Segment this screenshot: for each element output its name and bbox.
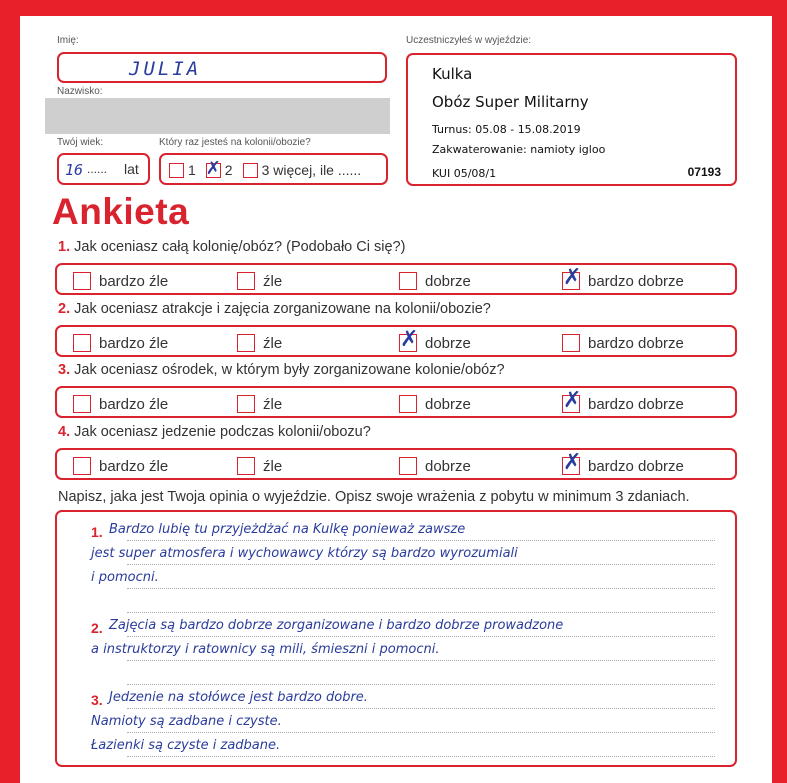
times-checkbox-3[interactable] (243, 163, 258, 178)
question-number: 4. (58, 424, 71, 440)
rating-option[interactable] (562, 388, 684, 413)
writing-line (127, 588, 715, 589)
first-name-field[interactable] (57, 52, 387, 83)
accommodation-row (432, 143, 605, 156)
rating-label: bardzo dobrze (588, 334, 684, 352)
rating-label: bardzo dobrze (588, 272, 684, 290)
times-option-3: 3 więcej, ile ...... (261, 162, 362, 178)
question-number: 3. (58, 362, 71, 378)
rating-option[interactable] (237, 272, 282, 290)
survey-sheet (20, 16, 772, 783)
writing-line (127, 684, 715, 685)
rating-label: dobrze (425, 334, 471, 352)
writing-line (127, 612, 715, 613)
rating-checkbox[interactable] (399, 395, 417, 413)
rating-checkbox[interactable] (237, 457, 255, 475)
writing-line (127, 660, 715, 661)
rating-checkbox[interactable] (562, 334, 580, 352)
first-name-label: Imię: (57, 35, 79, 46)
age-label: Twój wiek: (57, 137, 104, 148)
question-text: Jak oceniasz całą kolonię/obóz? (Podobało Ci się?) (74, 239, 406, 255)
answer-line: Jedzenie na stołówce jest bardzo dobre. (109, 690, 368, 705)
survey-title: Ankieta (52, 191, 190, 232)
rating-label: źle (263, 395, 283, 413)
rating-row (55, 263, 737, 295)
rating-option[interactable] (237, 395, 282, 413)
answer-line: a instruktorzy i ratownicy są mili, śmieszni i pomocni. (91, 642, 440, 657)
rating-checkbox[interactable] (562, 388, 582, 413)
rating-option[interactable] (237, 334, 282, 352)
form-number: 07193 (687, 165, 721, 179)
rating-checkbox[interactable] (73, 334, 91, 352)
trip-label: Uczestniczyłeś w wyjeździe: (406, 35, 532, 46)
rating-checkbox[interactable] (73, 457, 91, 475)
rating-checkbox[interactable] (399, 327, 419, 352)
writing-line (127, 540, 715, 541)
question-title (58, 362, 505, 378)
answer-line: Namioty są zadbane i czyste. (91, 714, 282, 729)
rating-label: bardzo źle (99, 272, 169, 290)
opinion-box[interactable] (55, 510, 737, 767)
rating-option[interactable] (399, 272, 471, 290)
rating-checkbox[interactable] (562, 265, 582, 290)
trip-name: Kulka (432, 65, 473, 83)
rating-option[interactable] (562, 450, 684, 475)
rating-checkbox[interactable] (237, 272, 255, 290)
rating-checkbox[interactable] (73, 272, 91, 290)
rating-option[interactable] (73, 334, 168, 352)
age-unit: lat (124, 161, 139, 177)
times-field (159, 153, 388, 185)
age-dots: ...... (87, 162, 108, 176)
rating-label: bardzo źle (99, 395, 169, 413)
term-row (432, 123, 581, 136)
writing-line (127, 636, 715, 637)
term-value: 05.08 - 15.08.2019 (475, 123, 581, 136)
check-mark-icon: ✗ (205, 157, 221, 179)
rating-option[interactable] (562, 265, 684, 290)
check-mark-icon: ✗ (400, 327, 419, 352)
writing-line (127, 732, 715, 733)
writing-line (127, 708, 715, 709)
check-mark-icon: ✗ (563, 265, 582, 290)
rating-checkbox[interactable] (73, 395, 91, 413)
rating-option[interactable] (562, 334, 684, 352)
question-title (58, 239, 405, 255)
rating-checkbox[interactable] (237, 334, 255, 352)
answer-line: jest super atmosfera i wychowawcy którzy są bardzo wyrozumiali (91, 546, 518, 561)
term-label: Turnus: (432, 123, 472, 136)
answer-line: i pomocni. (91, 570, 159, 585)
rating-checkbox[interactable] (562, 450, 582, 475)
rating-label: bardzo dobrze (588, 395, 684, 413)
question-text: Jak oceniasz ośrodek, w którym były zorganizowane kolonie/obóz? (74, 362, 505, 378)
rating-option[interactable] (73, 457, 168, 475)
answer-line: Łazienki są czyste i zadbane. (91, 738, 281, 753)
rating-row (55, 325, 737, 357)
question-text: Jak oceniasz atrakcje i zajęcia zorganizowane na kolonii/obozie? (74, 301, 491, 317)
accommodation-value: namioty igloo (530, 143, 606, 156)
rating-option[interactable] (399, 457, 471, 475)
answer-line: Zajęcia są bardzo dobrze zorganizowane i bardzo dobrze prowadzone (109, 618, 564, 633)
check-mark-icon: ✗ (563, 388, 582, 413)
times-label: Który raz jesteś na kolonii/obozie? (159, 137, 311, 148)
question-number: 1. (58, 239, 71, 255)
writing-line (127, 564, 715, 565)
rating-label: źle (263, 272, 283, 290)
rating-label: dobrze (425, 457, 471, 475)
trip-code: KUI 05/08/1 (432, 167, 497, 180)
age-value: 16 (65, 161, 84, 179)
accommodation-label: Zakwaterowanie: (432, 143, 527, 156)
opinion-prompt: Napisz, jaka jest Twoja opinia o wyjeździe. Opisz swoje wrażenia z pobytu w minimum 3 zdaniach. (58, 489, 690, 505)
camp-name: Obóz Super Militarny (432, 93, 589, 111)
rating-label: bardzo źle (99, 334, 169, 352)
rating-row (55, 386, 737, 418)
times-checkbox-1[interactable] (169, 163, 184, 178)
rating-checkbox[interactable] (399, 272, 417, 290)
rating-option[interactable] (237, 457, 282, 475)
trip-info-box (406, 53, 737, 186)
first-name-value: JULIA (129, 58, 202, 80)
answer-number: 1. (91, 524, 103, 540)
times-option-2: 2 (224, 162, 233, 178)
rating-label: bardzo źle (99, 457, 169, 475)
rating-label: bardzo dobrze (588, 457, 684, 475)
rating-label: źle (263, 457, 283, 475)
last-name-label: Nazwisko: (57, 86, 103, 97)
rating-option[interactable] (399, 395, 471, 413)
rating-label: źle (263, 334, 283, 352)
check-mark-icon: ✗ (563, 450, 582, 475)
rating-checkbox[interactable] (399, 457, 417, 475)
answer-number: 3. (91, 692, 103, 708)
answer-number: 2. (91, 620, 103, 636)
rating-label: dobrze (425, 272, 471, 290)
age-field[interactable] (57, 153, 150, 185)
times-option-1: 1 (188, 162, 196, 178)
writing-line (127, 756, 715, 757)
last-name-redacted (45, 98, 390, 134)
question-text: Jak oceniasz jedzenie podczas kolonii/obozu? (74, 424, 371, 440)
rating-option[interactable] (73, 272, 168, 290)
rating-row (55, 448, 737, 480)
rating-option[interactable] (73, 395, 168, 413)
question-number: 2. (58, 301, 71, 317)
question-title (58, 301, 491, 317)
answer-line: Bardzo lubię tu przyjeżdżać na Kulkę ponieważ zawsze (109, 522, 466, 537)
rating-checkbox[interactable] (237, 395, 255, 413)
times-checkbox-2[interactable] (205, 157, 221, 179)
rating-label: dobrze (425, 395, 471, 413)
rating-option[interactable] (399, 327, 471, 352)
question-title (58, 424, 371, 440)
